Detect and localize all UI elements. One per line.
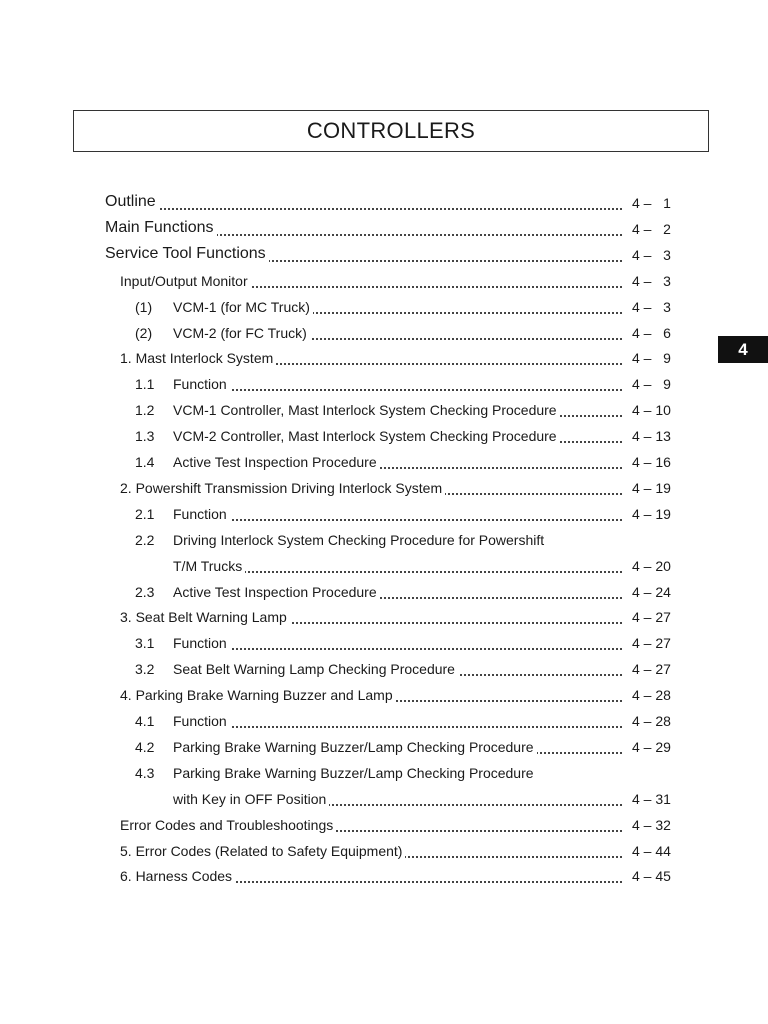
toc-entry-label: 5. Error Codes (Related to Safety Equipment) [120, 844, 405, 858]
toc-entry-label: Service Tool Functions [105, 246, 269, 262]
toc-entry [0, 654, 768, 680]
toc-entry [0, 628, 768, 654]
toc-entry-page: 4 – 3 [632, 298, 671, 315]
toc-entry-label: Input/Output Monitor [120, 274, 251, 288]
toc-entry-label: VCM-1 (for MC Truck) [173, 300, 313, 314]
toc-entry [0, 499, 768, 525]
toc-entry-page: 4 – 29 [632, 738, 671, 755]
toc-entry-number: 4.3 [135, 764, 155, 781]
toc-entry-label: Function [173, 377, 230, 391]
toc-entry-number: 1.4 [135, 454, 155, 470]
toc-entry-page: 4 – 28 [632, 687, 671, 704]
toc-leader-dots [173, 388, 622, 391]
toc-entry-label: 4. Parking Brake Warning Buzzer and Lamp [120, 688, 396, 702]
toc-entry-label: 2. Powershift Transmission Driving Interlock System [120, 481, 445, 495]
toc-entry [0, 577, 768, 603]
toc-entry-page: 4 – 24 [632, 583, 671, 600]
toc-leader-dots [173, 725, 622, 728]
toc-entry-page: 4 – 45 [632, 868, 671, 885]
toc-entry-label: 1. Mast Interlock System [120, 351, 276, 365]
toc-entry-number: 3.2 [135, 661, 155, 678]
toc-entry [0, 343, 768, 369]
toc-entry-page: 4 – 32 [632, 816, 671, 833]
toc-entry [0, 706, 768, 732]
toc-entry-page: 4 – 1 [632, 195, 671, 211]
toc-leader-dots [105, 207, 622, 210]
toc-entry [0, 680, 768, 706]
toc-entry-number: 2.3 [135, 583, 155, 600]
toc-entry [0, 810, 768, 836]
toc-entry-page: 4 – 27 [632, 609, 671, 626]
toc-entry-page: 4 – 19 [632, 505, 671, 522]
toc-entry [0, 473, 768, 499]
toc-entry [0, 188, 768, 214]
toc-entry [0, 784, 768, 810]
toc-entry [0, 318, 768, 344]
toc-entry-page: 4 – 19 [632, 479, 671, 496]
toc-entry-label: 3. Seat Belt Warning Lamp [120, 610, 290, 624]
toc-entry-label: Parking Brake Warning Buzzer/Lamp Checking Procedure [173, 766, 537, 780]
toc-entry [0, 395, 768, 421]
toc-entry-page: 4 – 20 [632, 557, 671, 574]
toc-entry-number: 3.1 [135, 635, 155, 652]
toc-entry-page: 4 – 6 [632, 324, 671, 341]
toc-entry [0, 214, 768, 240]
toc-entry [0, 758, 768, 784]
toc-entry-page: 4 – 27 [632, 661, 671, 678]
toc-entry-number: 2.2 [135, 531, 155, 548]
toc-entry [0, 861, 768, 887]
toc-entry [0, 525, 768, 551]
toc-entry-page: 4 – 44 [632, 842, 671, 859]
toc-entry-label: VCM-1 Controller, Mast Interlock System Checking Procedure [173, 403, 560, 417]
toc-entry-label: Parking Brake Warning Buzzer/Lamp Checking Procedure [173, 740, 537, 754]
toc-entry-label: VCM-2 Controller, Mast Interlock System Checking Procedure [173, 429, 560, 443]
toc-entry-label: Error Codes and Troubleshootings [120, 818, 336, 832]
toc-entry-page: 4 – 3 [632, 272, 671, 289]
toc-entry [0, 836, 768, 862]
toc-entry-number: 2.1 [135, 505, 155, 522]
toc-entry-page: 4 – 28 [632, 713, 671, 729]
toc-entry-number: 4.2 [135, 738, 155, 755]
chapter-tab: 4 [718, 336, 768, 363]
toc-entry-label: Outline [105, 194, 159, 210]
toc-entry-label: Function [173, 714, 230, 728]
toc-entry-page: 4 – 2 [632, 220, 671, 237]
toc-entry-page: 4 – 3 [632, 246, 671, 263]
toc-entry [0, 421, 768, 447]
toc-leader-dots [173, 518, 622, 521]
toc-entry-page: 4 – 31 [632, 790, 671, 807]
toc-entry-label: Active Test Inspection Procedure [173, 455, 380, 469]
toc-entry-page: 4 – 13 [632, 428, 671, 445]
toc-entry-number: 1.2 [135, 402, 155, 419]
toc-entry-label: with Key in OFF Position [173, 792, 329, 806]
toc-entry-number: 1.1 [135, 376, 155, 393]
toc-entry [0, 551, 768, 577]
toc-entry [0, 732, 768, 758]
toc-entry-number: (1) [135, 298, 153, 315]
toc-entry [0, 369, 768, 395]
toc-entry-label: Function [173, 507, 230, 521]
toc-entry-label: VCM-2 (for FC Truck) [173, 326, 310, 340]
toc-entry-label: Seat Belt Warning Lamp Checking Procedure [173, 662, 458, 676]
toc-entry-page: 4 – 16 [632, 454, 671, 470]
toc-entry [0, 266, 768, 292]
toc-entry-number: (2) [135, 324, 153, 341]
toc-entry [0, 602, 768, 628]
toc-entry-label: Main Functions [105, 220, 217, 236]
toc-entry [0, 240, 768, 266]
toc-entry-label: T/M Trucks [173, 559, 245, 573]
toc-entry [0, 292, 768, 318]
toc-entry-number: 1.3 [135, 428, 155, 445]
toc-entry-label: 6. Harness Codes [120, 869, 235, 883]
toc-entry-page: 4 – 10 [632, 402, 671, 419]
toc-entry-label: Active Test Inspection Procedure [173, 585, 380, 599]
toc-entry-label: Driving Interlock System Checking Procedure for Powershift [173, 533, 547, 547]
toc-leader-dots [173, 647, 622, 650]
chapter-title: CONTROLLERS [306, 118, 476, 143]
toc-entry-page: 4 – 9 [632, 350, 671, 367]
toc-entry [0, 447, 768, 473]
toc-entry-number: 4.1 [135, 713, 155, 729]
toc-entry-page: 4 – 9 [632, 376, 671, 393]
toc-entry-label: Function [173, 636, 230, 650]
toc-entry-page: 4 – 27 [632, 635, 671, 652]
